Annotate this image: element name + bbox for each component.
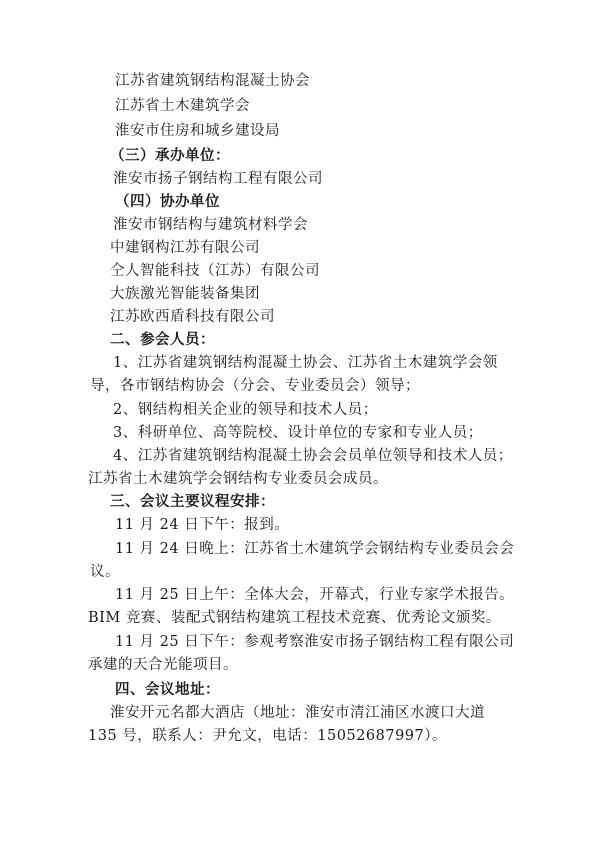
agenda-line: BIM 竞赛、装配式钢结构建筑工程技术竞赛、优秀论文颁奖。 [88,610,501,626]
agenda-line: 11 月 25 日下午：参观考察淮安市扬子钢结构工程有限公司 [115,634,515,650]
co-organizer-line: 中建钢构江苏有限公司 [110,240,260,256]
agenda-line: 承建的天合光能项目。 [88,657,238,673]
organizer-line: 江苏省土木建筑学会 [115,98,250,114]
agenda-line: 议。 [90,564,120,580]
venue-heading: 四、会议地址： [115,682,220,698]
agenda-heading: 三、会议主要议程安排： [110,494,275,510]
organizer-line: 淮安市住房和城乡建设局 [115,123,280,139]
host-heading: （三）承办单位： [110,148,230,164]
participant-line: 1、江苏省建筑钢结构混凝土协会、江苏省土木建筑学会领 [113,355,498,371]
host-line: 淮安市扬子钢结构工程有限公司 [113,171,323,187]
co-organizer-line: 仝人智能科技（江苏）有限公司 [110,263,320,279]
co-organizer-line: 大族激光智能装备集团 [110,286,260,302]
venue-line: 淮安开元名都大酒店（地址：淮安市清江浦区水渡口大道 [110,705,485,721]
co-organizer-heading: （四）协办单位 [115,194,220,210]
co-organizer-line: 淮安市钢结构与建筑材料学会 [113,217,308,233]
agenda-line: 11 月 24 日下午：报到。 [115,517,290,533]
participant-line: 2、钢结构相关企业的领导和技术人员； [113,402,378,418]
organizer-line: 江苏省建筑钢结构混凝土协会 [115,73,310,89]
agenda-line: 11 月 25 日上午：全体大会，开幕式，行业专家学术报告。 [115,587,515,603]
participant-line: 导，各市钢结构协会（分会、专业委员会）领导； [90,378,420,394]
participant-line: 4、江苏省建筑钢结构混凝土协会会员单位领导和技术人员； [113,448,513,464]
participant-line: 江苏省土木建筑学会钢结构专业委员会成员。 [88,471,388,487]
co-organizer-line: 江苏欧西盾科技有限公司 [110,309,275,325]
participants-heading: 二、参会人员： [110,332,215,348]
participant-line: 3、科研单位、高等院校、设计单位的专家和专业人员； [113,425,483,441]
venue-line: 135 号，联系人：尹允文，电话：15052687997）。 [88,728,448,744]
agenda-line: 11 月 24 日晚上：江苏省土木建筑学会钢结构专业委员会会 [115,541,515,557]
